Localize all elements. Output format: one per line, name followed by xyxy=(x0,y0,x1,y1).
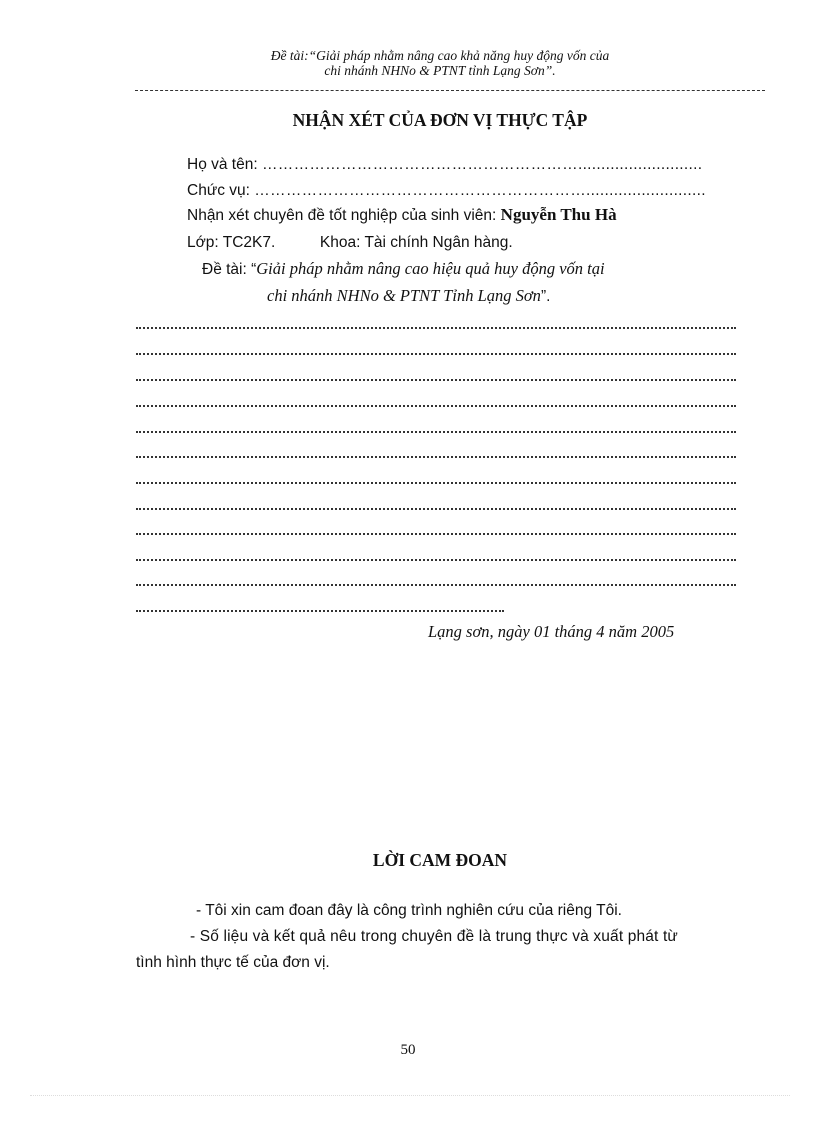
declaration-item-2-line-1: - Số liệu và kết quả nêu trong chuyên đề là trung thực và xuất phát từ xyxy=(190,928,678,945)
topic-close: ”. xyxy=(540,288,551,305)
student-name: Nguyễn Thu Hà xyxy=(500,205,617,224)
comment-dotted-line xyxy=(136,559,736,561)
comment-dotted-line xyxy=(136,584,736,586)
declaration-item-2-line-2: tình hình thực tế của đơn vị. xyxy=(136,954,330,971)
name-row xyxy=(187,156,702,174)
declaration-title: LỜI CAM ĐOAN xyxy=(372,850,508,870)
comment-dotted-line xyxy=(136,431,736,433)
header-line-1: Đề tài:“Giải pháp nhằm nâng cao khả năng huy động vốn của xyxy=(270,48,610,63)
topic-line-2: chi nhánh NHNo & PTNT Tỉnh Lạng Sơn xyxy=(267,286,541,305)
comment-dotted-line xyxy=(136,327,736,329)
comment-dotted-line xyxy=(136,405,736,407)
comment-prefix: Nhận xét chuyên đề tốt nghiệp của sinh viên: xyxy=(187,207,497,224)
class-label: Lớp: TC2K7. xyxy=(187,234,276,251)
header-divider xyxy=(135,90,765,91)
topic-row-2 xyxy=(267,286,550,306)
topic-row xyxy=(202,259,605,279)
header-line-2: chi nhánh NHNo & PTNT tỉnh Lạng Sơn”. xyxy=(324,63,556,78)
position-fill-dots: ……………………………………………………….......................... xyxy=(254,182,706,199)
comment-dotted-line xyxy=(136,456,736,458)
declaration-item-1: - Tôi xin cam đoan đây là công trình nghiên cứu của riêng Tôi. xyxy=(196,902,622,919)
comment-dotted-line xyxy=(136,508,736,510)
date-line: Lạng sơn, ngày 01 tháng 4 năm 2005 xyxy=(428,622,675,641)
name-label: Họ và tên: xyxy=(187,156,258,173)
name-fill-dots: ……………………………………………………........................... xyxy=(261,156,703,173)
comment-dotted-line xyxy=(136,353,736,355)
class-row xyxy=(187,234,513,252)
comment-dotted-line xyxy=(136,379,736,381)
comment-dotted-line-last xyxy=(136,610,504,612)
comment-row xyxy=(187,205,617,225)
comment-dotted-line xyxy=(136,533,736,535)
topic-line-1: Giải pháp nhằm nâng cao hiệu quả huy động vốn tại xyxy=(256,259,605,278)
evaluation-title: NHẬN XÉT CỦA ĐƠN VỊ THỰC TẬP xyxy=(292,110,588,130)
topic-label: Đề tài: “ xyxy=(202,261,257,278)
comment-dotted-line xyxy=(136,482,736,484)
running-header xyxy=(140,48,740,78)
position-row xyxy=(187,182,706,200)
page-number: 50 xyxy=(400,1042,416,1058)
faculty-label: Khoa: Tài chính Ngân hàng. xyxy=(319,234,513,251)
position-label: Chức vụ: xyxy=(187,182,250,199)
footer-divider xyxy=(30,1095,790,1096)
